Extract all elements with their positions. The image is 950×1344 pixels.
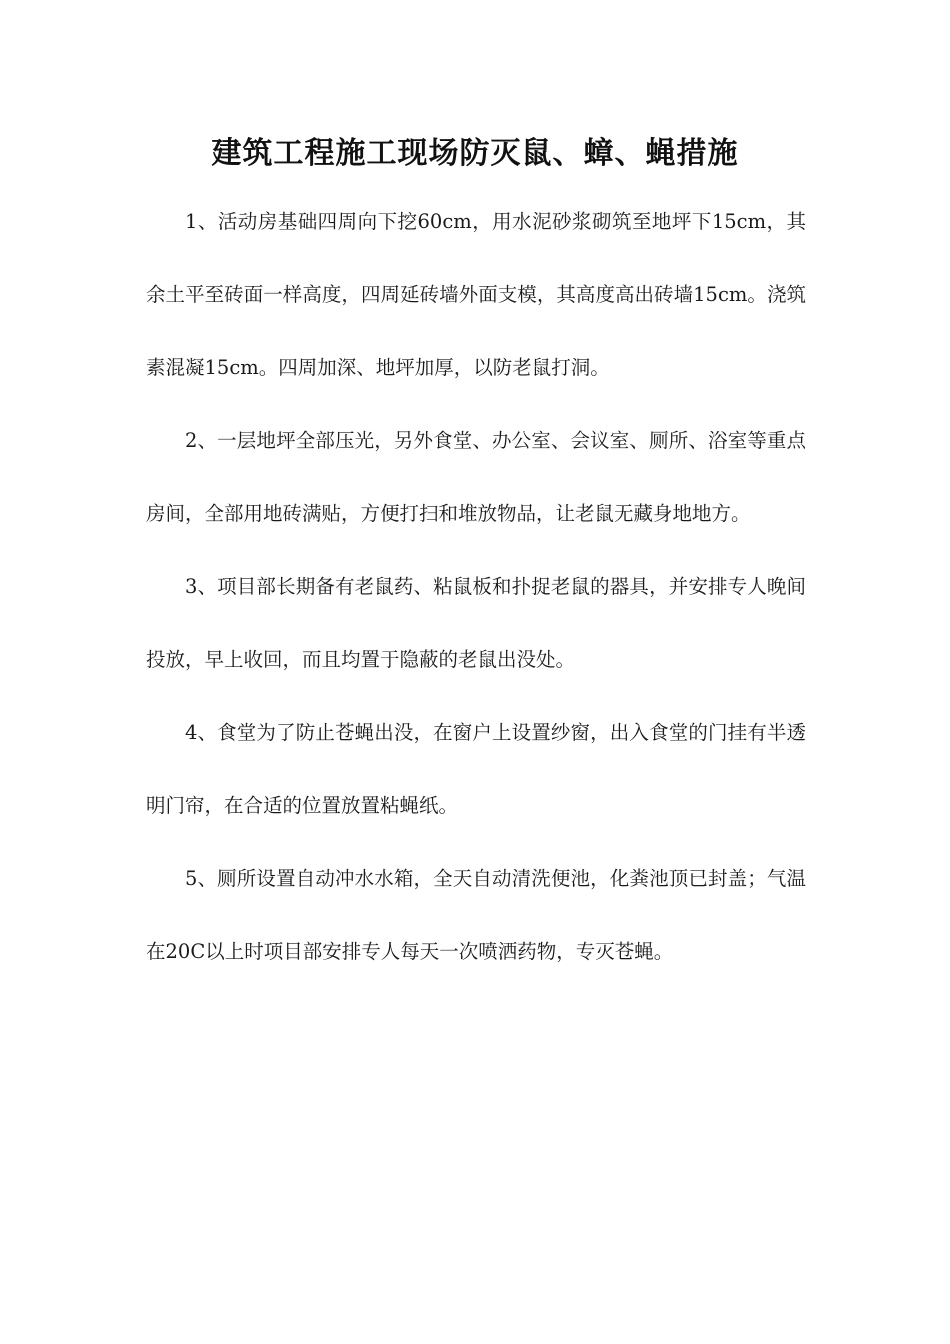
paragraph-3: 3、项目部长期备有老鼠药、粘鼠板和扑捉老鼠的器具，并安排专人晚间投放，早上收回，而且均置于隐蔽的老鼠出没处。 [146, 575, 806, 671]
paragraph-1: 1、活动房基础四周向下挖60cm，用水泥砂浆砌筑至地坪下15cm，其余土平至砖面一样高度，四周延砖墙外面支模，其高度高出砖墙15cm。浇筑素混凝15cm。四周加深、地坪加厚，以防老鼠打洞。 [146, 210, 806, 379]
paragraph-4: 4、食堂为了防止苍蝇出没，在窗户上设置纱窗，出入食堂的门挂有半透明门帘，在合适的位置放置粘蝇纸。 [146, 721, 806, 817]
paragraph-5: 5、厕所设置自动冲水水箱，全天自动清洗便池，化粪池顶已封盖；气温在20C以上时项目部安排专人每天一次喷洒药物，专灭苍蝇。 [146, 867, 806, 963]
document-body [146, 185, 806, 988]
paragraph-2: 2、一层地坪全部压光，另外食堂、办公室、会议室、厕所、浴室等重点房间，全部用地砖满贴，方便打扫和堆放物品，让老鼠无藏身地地方。 [146, 429, 806, 525]
document-title: 建筑工程施工现场防灭鼠、蟑、蝇措施 [211, 136, 739, 171]
